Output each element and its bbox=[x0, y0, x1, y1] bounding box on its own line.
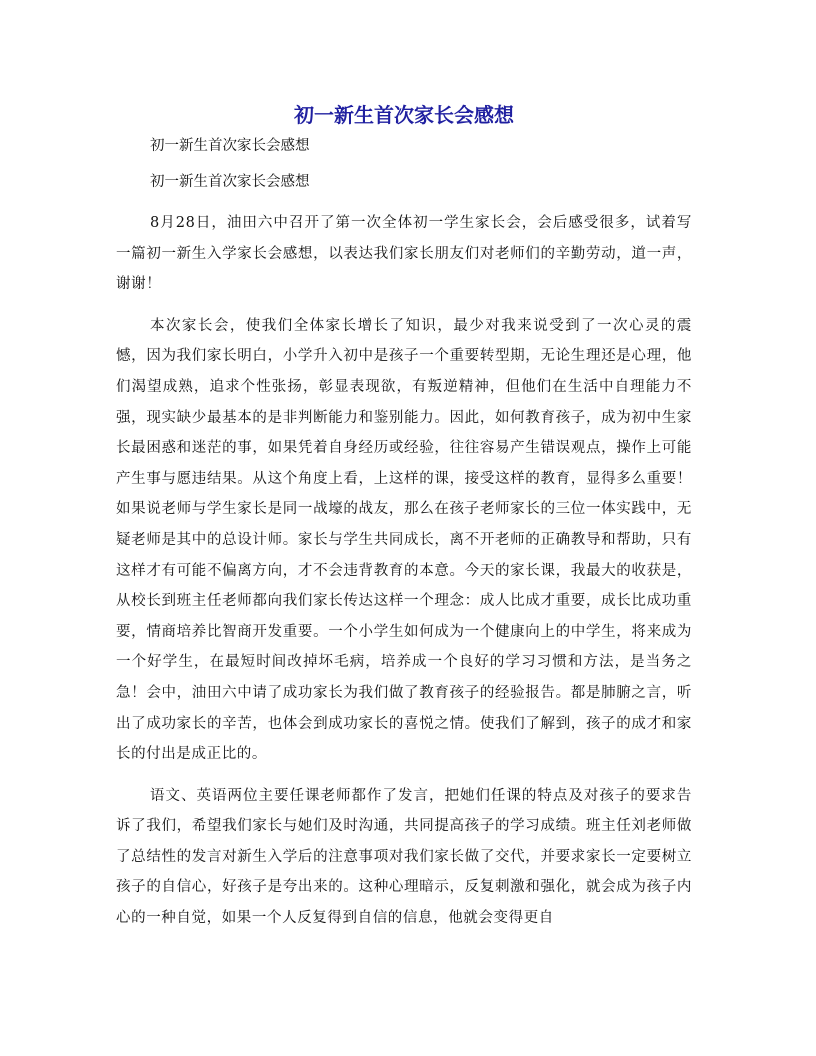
document-title: 初一新生首次家长会感想 bbox=[294, 103, 514, 127]
paragraph-3: 语文、英语两位主要任课老师都作了发言，把她们任课的特点及对孩子的要求告诉了我们，希望我们家长与她们及时沟通，共同提高孩子的学习成绩。班主任刘老师做了总结性的发言对新生入学后的注意事项对我们家长做了交代，并要求家长一定要树立孩子的自信心，好孩子是夸出来的。这种心理暗示，反复刺激和强化，就会成为孩子内心的一种自觉，如果一个人反复得到自信的信息，他就会变得更自 bbox=[116, 787, 692, 927]
paragraph-1: 8月28日，油田六中召开了第一次全体初一学生家长会，会后感受很多，试着写一篇初一新生入学家长会感想，以表达我们家长朋友们对老师们的辛勤劳动，道一声，谢谢！ bbox=[116, 215, 692, 293]
subtitle-line-2: 初一新生首次家长会感想 bbox=[150, 174, 310, 190]
paragraph-2: 本次家长会，使我们全体家长增长了知识，最少对我来说受到了一次心灵的震憾，因为我们家长明白，小学升入初中是孩子一个重要转型期，无论生理还是心理，他们渴望成熟，追求个性张扬，彰显表现欲，有叛逆精神，但他们在生活中自理能力不强，现实缺少最基本的是非判断能力和鉴别能力。因此，如何教育孩子，成为初中生家长最困惑和迷茫的事，如果凭着自身经历或经验，往往容易产生错误观点，操作上可能产生事与愿违结果。从这个角度上看，上这样的课，接受这样的教育，显得多么重要！如果说老师与学生家长是同一战壕的战友，那么在孩子老师家长的三位一体实践中，无疑老师是其中的总设计师。家长与学生共同成长，离不开老师的正确教导和帮助，只有这样才有可能不偏离方向，才不会违背教育的本意。今天的家长课，我最大的收获是，从校长到班主任老师都向我们家长传达这样一个理念：成人比成才重要，成长比成功重要，情商培养比智商开发重要。一个小学生如何成为一个健康向上的中学生，将来成为一个好学生，在最短时间改掉坏毛病，培养成一个良好的学习习惯和方法，是当务之急！会中，油田六中请了成功家长为我们做了教育孩子的经验报告。都是肺腑之言，听出了成功家长的辛苦，也体会到成功家长的喜悦之情。使我们了解到，孩子的成才和家长的付出是成正比的。 bbox=[116, 317, 692, 763]
subtitle-line-1: 初一新生首次家长会感想 bbox=[150, 138, 310, 154]
